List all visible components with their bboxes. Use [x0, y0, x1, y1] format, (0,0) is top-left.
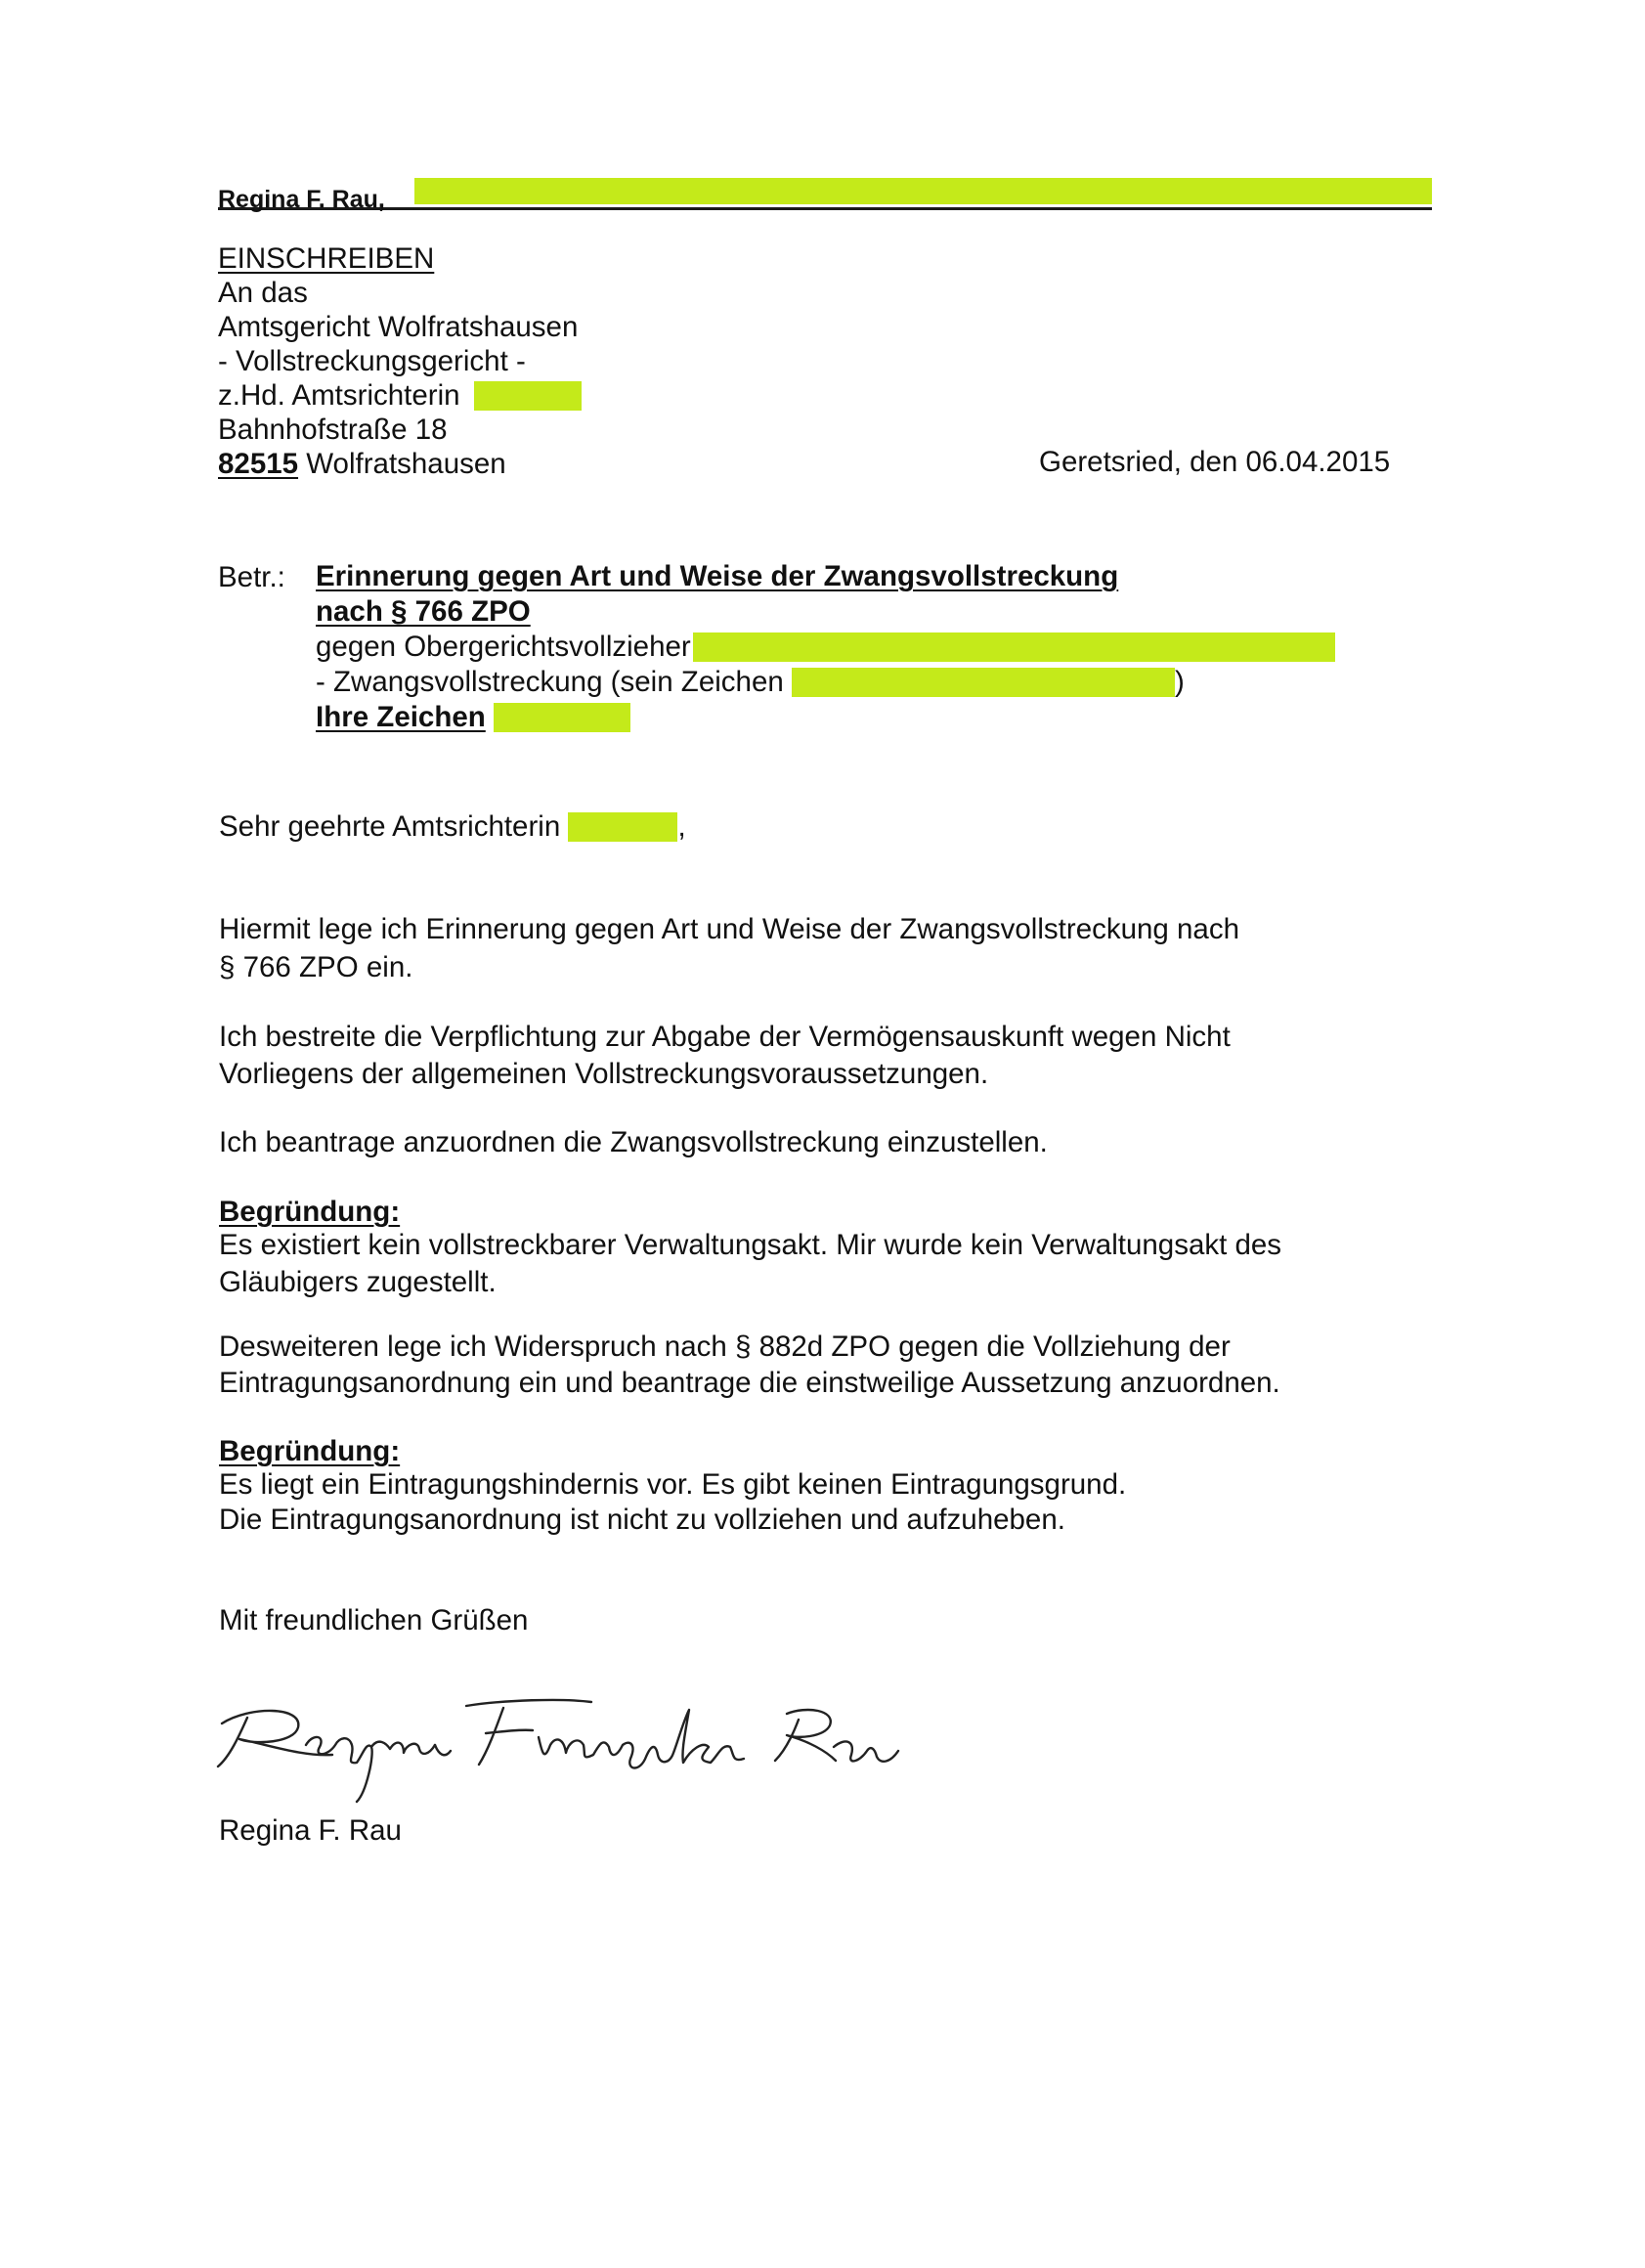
mail-type: EINSCHREIBEN [218, 242, 435, 275]
paragraph-line: § 766 ZPO ein. [219, 951, 413, 983]
subject-bailiff [316, 630, 1335, 665]
sender-underline [218, 207, 1432, 210]
subject-reference [316, 665, 1185, 700]
paragraph-line: Eintragungsanordnung ein und beantrage die einstweilige Aussetzung anzuordnen. [219, 1367, 1280, 1399]
your-reference-label: Ihre Zeichen [316, 701, 486, 733]
recipient-court: Amtsgericht Wolfratshausen [218, 311, 579, 343]
date-line: Geretsried, den 06.04.2015 [1039, 446, 1391, 478]
subject-title: Erinnerung gegen Art und Weise der Zwangsvollstreckung [316, 560, 1119, 592]
salutation [219, 809, 686, 845]
recipient-street: Bahnhofstraße 18 [218, 414, 448, 446]
redaction-bar [494, 703, 630, 732]
paragraph-line: Die Eintragungsanordnung ist nicht zu vollziehen und aufzuheben. [219, 1504, 1065, 1536]
paragraph-line: Es existiert kein vollstreckbarer Verwaltungsakt. Mir wurde kein Verwaltungsakt des [219, 1229, 1282, 1261]
redaction-bar [693, 632, 1335, 662]
signature [210, 1677, 914, 1804]
recipient-city-line [218, 447, 506, 482]
recipient-line: An das [218, 277, 308, 309]
paragraph-line: Desweiteren lege ich Widerspruch nach § 882d ZPO gegen die Vollziehung der [219, 1330, 1231, 1363]
paragraph-line: Gläubigers zugestellt. [219, 1266, 497, 1298]
section-heading: Begründung: [219, 1435, 401, 1467]
redaction-bar [414, 178, 1432, 204]
section-heading: Begründung: [219, 1196, 401, 1228]
paragraph-line: Vorliegens der allgemeinen Vollstreckungsvoraussetzungen. [219, 1058, 989, 1090]
salutation-text: Sehr geehrte Amtsrichterin [219, 810, 561, 843]
subject-label: Betr.: [218, 561, 285, 593]
zip-code: 82515 [218, 448, 299, 480]
paragraph-line: Ich bestreite die Verpflichtung zur Abgabe der Vermögensauskunft wegen Nicht [219, 1021, 1231, 1053]
paragraph-line: Ich beantrage anzuordnen die Zwangsvollstreckung einzustellen. [219, 1126, 1048, 1158]
paragraph-line: Hiermit lege ich Erinnerung gegen Art und Weise der Zwangsvollstreckung nach [219, 913, 1239, 945]
recipient-attention [218, 378, 582, 414]
subject-reference-end: ) [1174, 666, 1185, 698]
recipient-department: - Vollstreckungsgericht - [218, 345, 526, 377]
sender-name: Regina F. Rau, [218, 186, 385, 213]
paragraph-line: Es liegt ein Eintragungshindernis vor. Es gibt keinen Eintragungsgrund. [219, 1468, 1127, 1501]
signer-name: Regina F. Rau [219, 1814, 402, 1847]
city: Wolfratshausen [306, 448, 506, 480]
redaction-bar [474, 381, 582, 411]
attention-text: z.Hd. Amtsrichterin [218, 379, 460, 412]
subject-title-2: nach § 766 ZPO [316, 595, 531, 628]
subject-your-reference [316, 700, 630, 735]
subject-reference-text: - Zwangsvollstreckung (sein Zeichen [316, 666, 784, 698]
salutation-end: , [677, 810, 686, 843]
redaction-bar [792, 668, 1175, 697]
closing: Mit freundlichen Grüßen [219, 1604, 529, 1636]
redaction-bar [568, 812, 677, 842]
subject-bailiff-text: gegen Obergerichtsvollzieher [316, 631, 691, 663]
